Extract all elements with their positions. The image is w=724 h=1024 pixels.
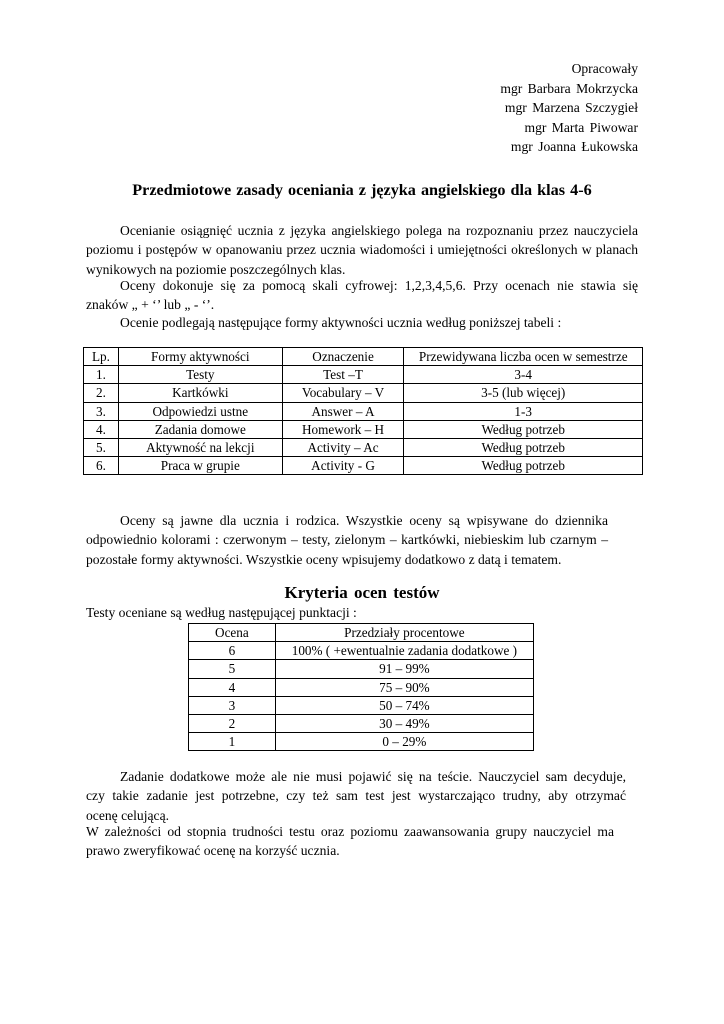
table-cell: Według potrzeb	[404, 457, 643, 475]
text-line: wynikowych na poziomie poszczególnych klas.	[86, 261, 346, 277]
table-cell: Vocabulary – V	[282, 384, 404, 402]
table-row	[189, 678, 534, 696]
table-cell: 6.	[84, 457, 119, 475]
table-row	[189, 714, 534, 732]
table-cell: Zadania domowe	[118, 420, 282, 438]
grades-info-paragraph	[86, 511, 608, 569]
column-header: Przedziały procentowe	[275, 624, 533, 642]
table-cell: Answer – A	[282, 402, 404, 420]
table-cell: 6	[189, 642, 276, 660]
criteria-title: Kryteria ocen testów	[284, 583, 440, 602]
table-row	[84, 384, 643, 402]
table-cell: 5.	[84, 438, 119, 456]
table-row	[189, 696, 534, 714]
table-cell: Activity – Ac	[282, 438, 404, 456]
closing-paragraph-2	[86, 822, 614, 861]
column-header: Formy aktywności	[118, 348, 282, 366]
table-cell: 2.	[84, 384, 119, 402]
document-title: Przedmiotowe zasady oceniania z języka angielskiego dla klas 4-6	[132, 181, 592, 199]
text-line: znaków „ + ‘’ lub „ - ‘’.	[86, 297, 215, 313]
column-header: Lp.	[84, 348, 119, 366]
text-line: prawo zweryfikować ocenę na korzyść ucznia.	[86, 843, 340, 859]
table-cell: 3	[189, 696, 276, 714]
table-cell: 1-3	[404, 402, 643, 420]
table-cell: 4.	[84, 420, 119, 438]
column-header: Przewidywana liczba ocen w semestrze	[404, 348, 643, 366]
table-cell: Odpowiedzi ustne	[118, 402, 282, 420]
intro-paragraph-1	[86, 221, 638, 279]
table-cell: Aktywność na lekcji	[118, 438, 282, 456]
text-line: Oceny są jawne dla ucznia i rodzica. Wszystkie oceny są wpisywane do dziennika	[120, 513, 608, 528]
closing-paragraph-1	[86, 767, 626, 825]
table-cell: Homework – H	[282, 420, 404, 438]
text-line: czy takie zadanie jest potrzebne, czy też sam test jest wystarczająco trudny, aby otrzymać	[86, 788, 626, 804]
table-cell: 5	[189, 660, 276, 678]
table-cell: 3.	[84, 402, 119, 420]
table-cell: Testy	[118, 366, 282, 384]
text-line: ocenę celującą.	[86, 807, 170, 823]
table-cell: Praca w grupie	[118, 457, 282, 475]
table-cell: 2	[189, 714, 276, 732]
table-cell: 100% ( +ewentualnie zadania dodatkowe )	[275, 642, 533, 660]
table-cell: Według potrzeb	[404, 420, 643, 438]
intro-paragraph-3	[86, 313, 638, 332]
table-cell: 4	[189, 678, 276, 696]
text-line: pozostałe formy aktywności. Wszystkie oceny wpisujemy dodatkowo z datą i tematem.	[86, 551, 562, 567]
text-line: Ocenie podlegają następujące formy aktywności ucznia według poniższej tabeli :	[120, 315, 562, 330]
table-cell: 3-4	[404, 366, 643, 384]
table-row	[84, 438, 643, 456]
author-name: mgr Joanna Łukowska	[510, 139, 638, 155]
table-row	[84, 366, 643, 384]
text-line: poziomu i postępów w opanowaniu przez ucznia wiadomości i umiejętności określonych w planach	[86, 242, 638, 258]
table-header-row	[84, 348, 643, 366]
table-cell: Według potrzeb	[404, 438, 643, 456]
authors-heading: Opracowały	[571, 61, 638, 76]
table-cell: Test –T	[282, 366, 404, 384]
text-line: Testy oceniane są według następującej punktacji :	[86, 605, 357, 620]
table-row	[189, 733, 534, 751]
criteria-table	[188, 623, 534, 751]
author-name: mgr Marzena Szczygieł	[504, 100, 638, 116]
text-line: Oceny dokonuje się za pomocą skali cyfrowej: 1,2,3,4,5,6. Przy ocenach nie stawia się	[120, 278, 638, 293]
author-name: mgr Marta Piwowar	[524, 119, 638, 135]
author-name: mgr Barbara Mokrzycka	[500, 80, 638, 96]
text-line: odpowiednio kolorami : czerwonym – testy, zielonym – kartkówki, niebieskim lub czarnym –	[86, 532, 608, 548]
table-row	[84, 420, 643, 438]
text-line: Ocenianie osiągnięć ucznia z języka angielskiego polega na rozpoznaniu przez nauczyciela	[120, 223, 638, 238]
text-line: W zależności od stopnia trudności testu oraz poziomu zaawansowania grupy nauczyciel ma	[86, 824, 614, 839]
table-row	[84, 402, 643, 420]
column-header: Ocena	[189, 624, 276, 642]
column-header: Oznaczenie	[282, 348, 404, 366]
table-header-row	[189, 624, 534, 642]
table-row	[84, 457, 643, 475]
table-cell: 50 – 74%	[275, 696, 533, 714]
authors-block	[500, 59, 638, 157]
table-row	[189, 642, 534, 660]
table-cell: Activity - G	[282, 457, 404, 475]
table-row	[189, 660, 534, 678]
table-cell: Kartkówki	[118, 384, 282, 402]
table-cell: 30 – 49%	[275, 714, 533, 732]
table-cell: 0 – 29%	[275, 733, 533, 751]
activity-table	[83, 347, 643, 475]
criteria-intro	[86, 603, 638, 622]
table-cell: 1.	[84, 366, 119, 384]
table-cell: 75 – 90%	[275, 678, 533, 696]
table-cell: 1	[189, 733, 276, 751]
table-cell: 91 – 99%	[275, 660, 533, 678]
text-line: Zadanie dodatkowe może ale nie musi pojawić się na teście. Nauczyciel sam decyduje,	[120, 769, 626, 784]
intro-paragraph-2	[86, 276, 638, 315]
table-cell: 3-5 (lub więcej)	[404, 384, 643, 402]
